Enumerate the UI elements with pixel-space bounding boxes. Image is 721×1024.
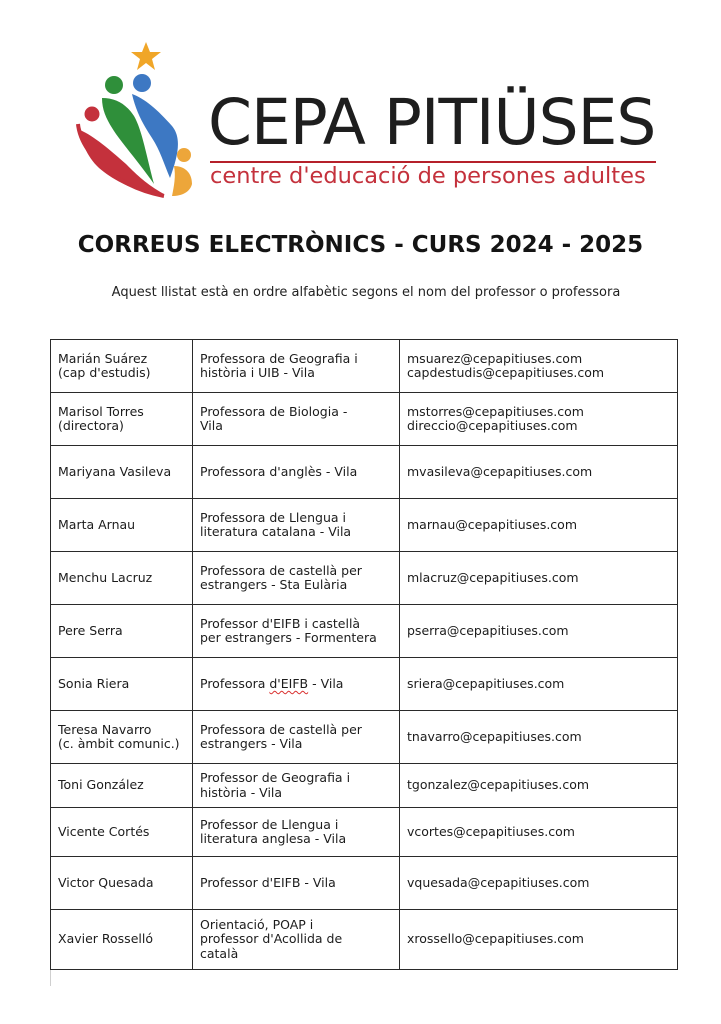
teacher-email[interactable]: mlacruz@cepapitiuses.com (400, 552, 678, 605)
table-row (51, 393, 678, 446)
teacher-name: Pere Serra (51, 605, 193, 658)
teacher-email[interactable]: mvasileva@cepapitiuses.com (400, 446, 678, 499)
teacher-role: Professor de Geografia i història - Vila (193, 764, 400, 808)
teacher-role: Professora de castellà per estrangers - Sta Eulària (193, 552, 400, 605)
document-title: CORREUS ELECTRÒNICS - CURS 2024 - 2025 (77, 232, 644, 258)
teacher-role: Professor d'EIFB i castellà per estrangers - Formentera (193, 605, 400, 658)
teacher-name: Marián Suárez (cap d'estudis) (51, 340, 193, 393)
teacher-role: Professora d'anglès - Vila (193, 446, 400, 499)
teacher-role: Orientació, POAP i professor d'Acollida de català (193, 910, 400, 970)
teacher-email[interactable]: tnavarro@cepapitiuses.com (400, 711, 678, 764)
teacher-email[interactable]: mstorres@cepapitiuses.com direccio@cepapitiuses.com (400, 393, 678, 446)
teacher-name: Mariyana Vasileva (51, 446, 193, 499)
teacher-role: Professora de Geografia i història i UIB - Vila (193, 340, 400, 393)
table-row (51, 552, 678, 605)
table-row (51, 605, 678, 658)
table-row (51, 857, 678, 910)
margin-mark (50, 970, 51, 986)
contacts-table (50, 339, 678, 970)
spellcheck-marked-word: d'EIFB (269, 675, 309, 691)
teacher-role (193, 658, 400, 711)
teacher-email[interactable]: pserra@cepapitiuses.com (400, 605, 678, 658)
teacher-name: Teresa Navarro (c. àmbit comunic.) (51, 711, 193, 764)
role-text: Professora (200, 675, 270, 691)
teacher-name: Marta Arnau (51, 499, 193, 552)
teacher-name: Xavier Rosselló (51, 910, 193, 970)
teacher-name: Vicente Cortés (51, 808, 193, 857)
teacher-email[interactable]: xrossello@cepapitiuses.com (400, 910, 678, 970)
teacher-email[interactable]: vquesada@cepapitiuses.com (400, 857, 678, 910)
cepa-figures-logo-icon (74, 38, 204, 198)
table-row (51, 658, 678, 711)
table-row (51, 910, 678, 970)
teacher-email[interactable]: vcortes@cepapitiuses.com (400, 808, 678, 857)
document-subtitle: Aquest llistat està en ordre alfabètic segons el nom del professor o professora (111, 285, 621, 300)
logo-subtitle: centre d'educació de persones adultes (210, 163, 646, 189)
cepa-logo (74, 38, 664, 198)
teacher-name: Toni González (51, 764, 193, 808)
teacher-role: Professora de castellà per estrangers - Vila (193, 711, 400, 764)
logo-title: CEPA PITIÜSES (208, 86, 656, 159)
teacher-name: Marisol Torres (directora) (51, 393, 193, 446)
teacher-role: Professora de Llengua i literatura catalana - Vila (193, 499, 400, 552)
teacher-role: Professora de Biologia - Vila (193, 393, 400, 446)
teacher-email[interactable]: msuarez@cepapitiuses.com capdestudis@cepapitiuses.com (400, 340, 678, 393)
teacher-name: Victor Quesada (51, 857, 193, 910)
table-row (51, 446, 678, 499)
table-row (51, 711, 678, 764)
teacher-name: Sonia Riera (51, 658, 193, 711)
teacher-role: Professor de Llengua i literatura anglesa - Vila (193, 808, 400, 857)
table-row (51, 764, 678, 808)
teacher-email[interactable]: tgonzalez@cepapitiuses.com (400, 764, 678, 808)
table-row (51, 340, 678, 393)
role-text: - Vila (308, 675, 344, 691)
table-row (51, 808, 678, 857)
star-icon (131, 42, 161, 70)
teacher-email[interactable]: sriera@cepapitiuses.com (400, 658, 678, 711)
table-row (51, 499, 678, 552)
teacher-name: Menchu Lacruz (51, 552, 193, 605)
teacher-role: Professor d'EIFB - Vila (193, 857, 400, 910)
teacher-email[interactable]: marnau@cepapitiuses.com (400, 499, 678, 552)
